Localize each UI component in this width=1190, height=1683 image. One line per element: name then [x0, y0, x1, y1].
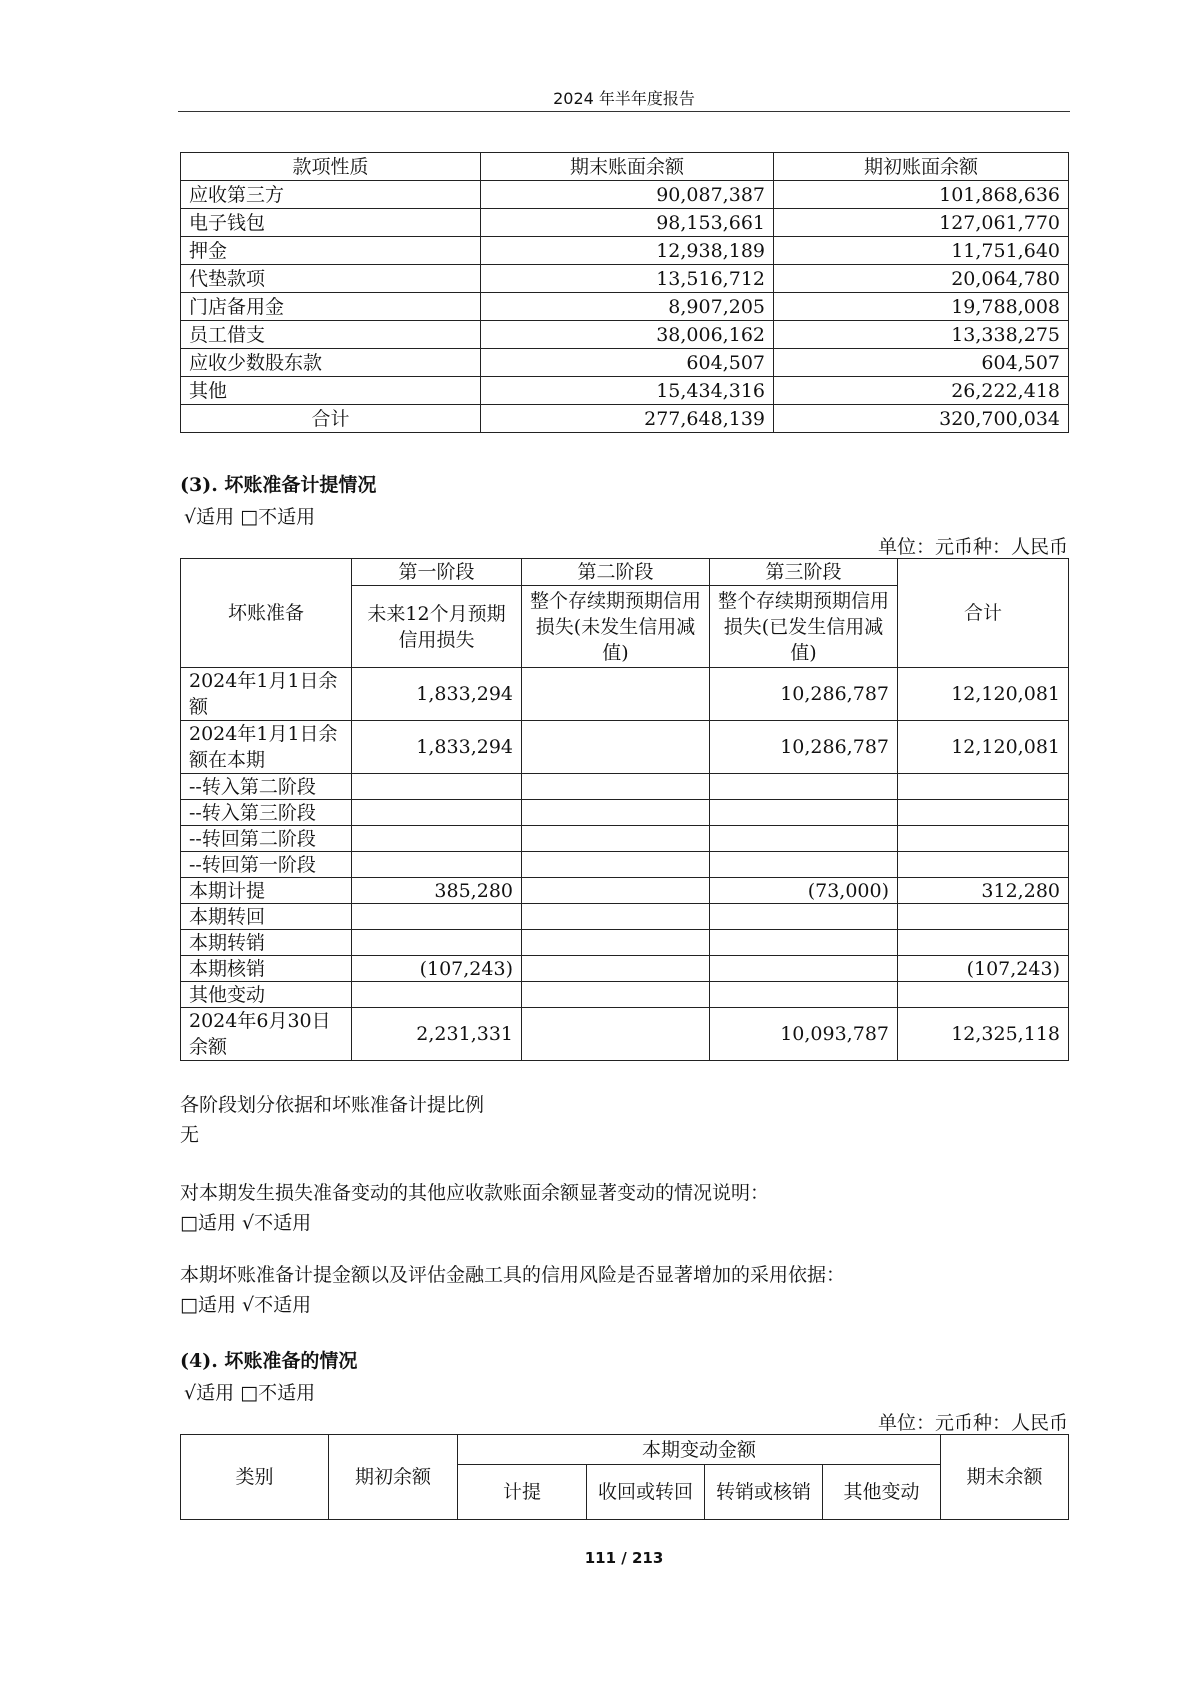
bad-debt-provision-table: [180, 558, 1069, 1061]
opening-balance-cell: 127,061,770: [774, 209, 1069, 237]
stage1-cell: [352, 982, 522, 1008]
other-receivables-nature-table: [180, 152, 1069, 433]
stage3-cell: [710, 930, 898, 956]
section-4-title: (4). 坏账准备的情况: [180, 1350, 358, 1372]
opening-balance-cell: 13,338,275: [774, 321, 1069, 349]
col-header-total: 合计: [898, 559, 1069, 668]
row-label: 2024年1月1日余额在本期: [181, 721, 352, 774]
col-header-stage3: 第三阶段: [710, 559, 898, 586]
closing-balance-cell: 604,507: [481, 349, 774, 377]
stage2-cell: [522, 982, 710, 1008]
col-header-provision: 计提: [458, 1465, 587, 1520]
total-cell: (107,243): [898, 956, 1069, 982]
row-label: 本期转回: [181, 904, 352, 930]
stage1-cell: (107,243): [352, 956, 522, 982]
opening-balance-cell: 604,507: [774, 349, 1069, 377]
row-label: 其他变动: [181, 982, 352, 1008]
col-subheader-stage2: 整个存续期预期信用损失(未发生信用减值): [522, 586, 710, 668]
change-applicability: □适用 √不适用: [180, 1212, 312, 1234]
change-title: 对本期发生损失准备变动的其他应收款账面余额显著变动的情况说明：: [180, 1182, 770, 1204]
opening-balance-cell: 11,751,640: [774, 237, 1069, 265]
total-cell: [898, 904, 1069, 930]
closing-balance-cell: 90,087,387: [481, 181, 774, 209]
method-applicability: □适用 √不适用: [180, 1294, 312, 1316]
table-row: [181, 181, 1069, 209]
col-header-closing: 期末余额: [941, 1435, 1069, 1520]
method-title: 本期坏账准备计提金额以及评估金融工具的信用风险是否显著增加的采用依据：: [180, 1264, 846, 1286]
total-cell: [898, 800, 1069, 826]
row-label: --转入第三阶段: [181, 800, 352, 826]
col-header-other: 其他变动: [823, 1465, 941, 1520]
total-cell: [898, 852, 1069, 878]
opening-balance-cell: 26,222,418: [774, 377, 1069, 405]
table-row: [181, 265, 1069, 293]
col-header-writeoff: 转销或核销: [705, 1465, 823, 1520]
table-row: [181, 1008, 1069, 1061]
stage3-cell: [710, 956, 898, 982]
table-row: [181, 774, 1069, 800]
table-row: [181, 721, 1069, 774]
section-3-unit: 单位：元币种：人民币: [877, 536, 1068, 558]
stage2-cell: [522, 826, 710, 852]
total-cell: 12,325,118: [898, 1008, 1069, 1061]
row-label: 本期计提: [181, 878, 352, 904]
row-label: 其他: [181, 377, 481, 405]
section-4-applicability: √适用 □不适用: [184, 1382, 316, 1404]
row-label: 员工借支: [181, 321, 481, 349]
stage3-cell: [710, 982, 898, 1008]
total-cell: [898, 930, 1069, 956]
stage3-cell: (73,000): [710, 878, 898, 904]
stage2-cell: [522, 668, 710, 721]
stage1-cell: 2,231,331: [352, 1008, 522, 1061]
row-label: --转回第一阶段: [181, 852, 352, 878]
stage1-cell: [352, 774, 522, 800]
table-row: [181, 377, 1069, 405]
opening-balance-cell: 20,064,780: [774, 265, 1069, 293]
total-cell: [898, 826, 1069, 852]
row-label: 电子钱包: [181, 209, 481, 237]
row-label: 押金: [181, 237, 481, 265]
total-cell: 12,120,081: [898, 721, 1069, 774]
stage1-cell: [352, 930, 522, 956]
total-cell: [898, 774, 1069, 800]
row-label: 门店备用金: [181, 293, 481, 321]
table-row: [181, 956, 1069, 982]
col-header-recover: 收回或转回: [587, 1465, 705, 1520]
stage2-cell: [522, 774, 710, 800]
column-header: 款项性质: [181, 153, 481, 181]
stage1-cell: [352, 904, 522, 930]
stage2-cell: [522, 930, 710, 956]
closing-balance-cell: 15,434,316: [481, 377, 774, 405]
stage2-cell: [522, 904, 710, 930]
row-label: --转入第二阶段: [181, 774, 352, 800]
stage3-cell: [710, 774, 898, 800]
col-header-category: 类别: [181, 1435, 329, 1520]
table-row: [181, 209, 1069, 237]
stage3-cell: [710, 800, 898, 826]
table-row: [181, 800, 1069, 826]
total-cell: 12,120,081: [898, 668, 1069, 721]
total-cell: 312,280: [898, 878, 1069, 904]
basis-value: 无: [180, 1124, 200, 1146]
stage2-cell: [522, 800, 710, 826]
row-label: 2024年1月1日余额: [181, 668, 352, 721]
stage3-cell: [710, 826, 898, 852]
table-row: [181, 349, 1069, 377]
section-3-title: (3). 坏账准备计提情况: [180, 474, 377, 496]
stage1-cell: 1,833,294: [352, 721, 522, 774]
row-label: 本期转销: [181, 930, 352, 956]
row-label: 本期核销: [181, 956, 352, 982]
stage2-cell: [522, 721, 710, 774]
stage1-cell: [352, 800, 522, 826]
row-label: 代垫款项: [181, 265, 481, 293]
closing-balance-cell: 277,648,139: [481, 405, 774, 433]
row-label: 应收第三方: [181, 181, 481, 209]
closing-balance-cell: 13,516,712: [481, 265, 774, 293]
section-4-unit: 单位：元币种：人民币: [877, 1412, 1068, 1434]
row-label: 应收少数股东款: [181, 349, 481, 377]
stage3-cell: 10,286,787: [710, 721, 898, 774]
table-row: [181, 237, 1069, 265]
opening-balance-cell: 101,868,636: [774, 181, 1069, 209]
opening-balance-cell: 320,700,034: [774, 405, 1069, 433]
col-header-stage1: 第一阶段: [352, 559, 522, 586]
stage1-cell: 1,833,294: [352, 668, 522, 721]
header-divider: [178, 111, 1070, 112]
table-row: [181, 852, 1069, 878]
stage1-cell: [352, 852, 522, 878]
row-label: 合计: [181, 405, 481, 433]
section-3-applicability: √适用 □不适用: [184, 506, 316, 528]
stage2-cell: [522, 852, 710, 878]
row-label: 2024年6月30日余额: [181, 1008, 352, 1061]
closing-balance-cell: 98,153,661: [481, 209, 774, 237]
col-subheader-stage1: 未来12个月预期信用损失: [352, 586, 522, 668]
table-row: [181, 982, 1069, 1008]
page-header: 2024 年半年度报告: [553, 89, 695, 108]
table-row: [181, 321, 1069, 349]
table-header-row: [181, 153, 1069, 181]
col-subheader-stage3: 整个存续期预期信用损失(已发生信用减值): [710, 586, 898, 668]
stage2-cell: [522, 878, 710, 904]
col-header-item: 坏账准备: [181, 559, 352, 668]
table-row: [181, 904, 1069, 930]
stage2-cell: [522, 1008, 710, 1061]
table-row: [181, 405, 1069, 433]
stage3-cell: [710, 904, 898, 930]
table-row: [181, 668, 1069, 721]
col-header-stage2: 第二阶段: [522, 559, 710, 586]
closing-balance-cell: 8,907,205: [481, 293, 774, 321]
col-header-opening: 期初余额: [329, 1435, 458, 1520]
column-header: 期初账面余额: [774, 153, 1069, 181]
basis-title: 各阶段划分依据和坏账准备计提比例: [180, 1094, 485, 1116]
col-header-change: 本期变动金额: [458, 1435, 941, 1465]
page-number: 111 / 213: [584, 1549, 664, 1567]
stage3-cell: 10,093,787: [710, 1008, 898, 1061]
table-row: [181, 878, 1069, 904]
stage3-cell: [710, 852, 898, 878]
stage3-cell: 10,286,787: [710, 668, 898, 721]
row-label: --转回第二阶段: [181, 826, 352, 852]
bad-debt-movement-table: [180, 1434, 1069, 1520]
stage1-cell: 385,280: [352, 878, 522, 904]
stage2-cell: [522, 956, 710, 982]
table-row: [181, 293, 1069, 321]
table-row: [181, 826, 1069, 852]
opening-balance-cell: 19,788,008: [774, 293, 1069, 321]
stage1-cell: [352, 826, 522, 852]
table-row: [181, 930, 1069, 956]
closing-balance-cell: 12,938,189: [481, 237, 774, 265]
column-header: 期末账面余额: [481, 153, 774, 181]
closing-balance-cell: 38,006,162: [481, 321, 774, 349]
total-cell: [898, 982, 1069, 1008]
